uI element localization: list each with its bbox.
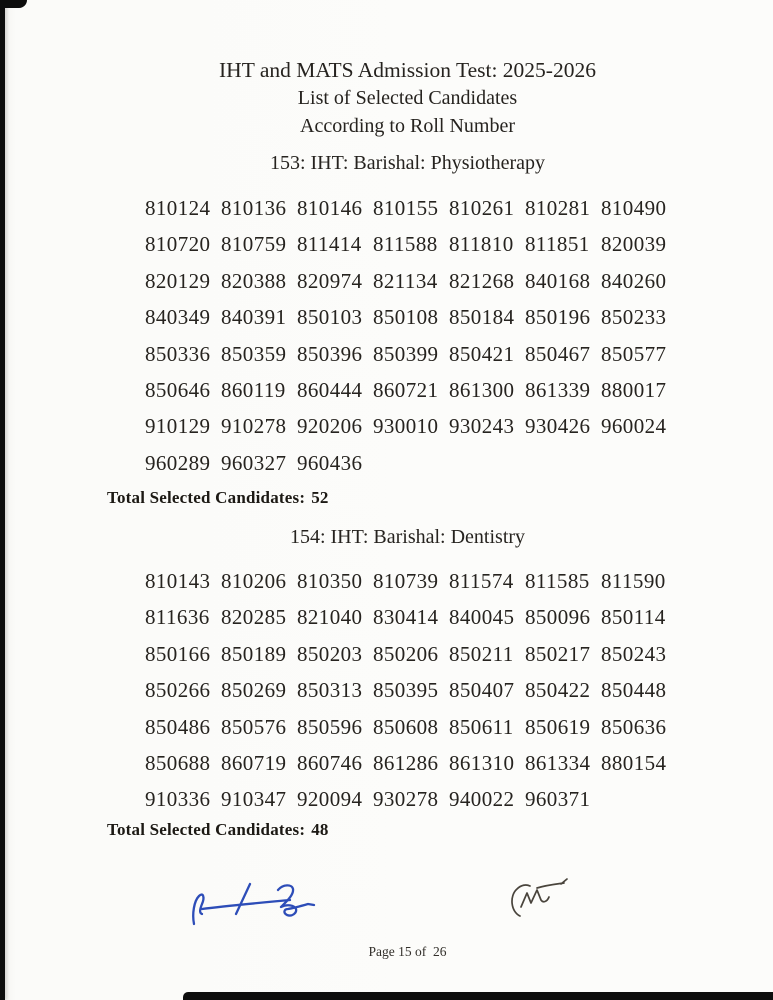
roll-number-row <box>145 307 667 328</box>
blue-ink-signature <box>186 876 326 932</box>
roll-number: 810720 <box>145 232 211 257</box>
roll-number: 850448 <box>601 678 667 703</box>
roll-number: 880154 <box>601 750 667 775</box>
roll-number: 850636 <box>601 714 667 739</box>
roll-number: 861339 <box>525 377 591 402</box>
roll-number: 810261 <box>449 196 515 220</box>
roll-number: 850619 <box>525 714 591 739</box>
roll-number: 820974 <box>297 268 363 293</box>
roll-number: 960371 <box>525 787 591 812</box>
roll-number: 820285 <box>221 605 287 630</box>
roll-number: 810155 <box>373 196 439 220</box>
roll-number-row <box>145 198 667 219</box>
roll-number: 960289 <box>145 450 211 475</box>
roll-number: 820388 <box>221 268 287 293</box>
roll-number: 840349 <box>145 305 211 330</box>
roll-number: 811636 <box>145 605 210 630</box>
roll-number: 910347 <box>221 787 287 812</box>
roll-number: 821134 <box>373 268 438 293</box>
roll-number: 850243 <box>601 641 667 666</box>
roll-number: 810739 <box>373 569 439 593</box>
roll-number: 821268 <box>449 268 515 293</box>
roll-number: 850184 <box>449 305 515 330</box>
section-heading-physiotherapy: 153: IHT: Barishal: Physiotherapy <box>269 152 546 174</box>
roll-number: 930243 <box>449 414 515 439</box>
roll-number: 910129 <box>145 414 211 439</box>
roll-number: 811585 <box>525 569 590 593</box>
roll-number: 810350 <box>297 569 363 593</box>
page-footer: Page 15 of 26 <box>368 944 447 959</box>
roll-number: 850196 <box>525 305 591 330</box>
roll-number: 810124 <box>145 196 211 220</box>
roll-number: 810281 <box>525 196 591 220</box>
roll-number: 850166 <box>145 641 211 666</box>
roll-number: 860746 <box>297 750 363 775</box>
roll-number: 960436 <box>297 450 363 475</box>
roll-number-row <box>145 571 667 592</box>
roll-number: 850486 <box>145 714 211 739</box>
roll-number: 810136 <box>221 196 287 220</box>
roll-number-row <box>145 234 667 255</box>
roll-number: 930010 <box>373 414 439 439</box>
roll-number: 910336 <box>145 787 211 812</box>
roll-number: 850407 <box>449 678 515 703</box>
roll-number: 850396 <box>297 341 363 366</box>
roll-number-row <box>145 789 667 810</box>
roll-number: 811810 <box>449 232 514 257</box>
roll-number: 820129 <box>145 268 211 293</box>
roll-number: 861334 <box>525 750 591 775</box>
roll-number: 850467 <box>525 341 591 366</box>
roll-number: 850336 <box>145 341 211 366</box>
roll-number: 861300 <box>449 377 515 402</box>
roll-number: 960024 <box>601 414 667 439</box>
roll-number: 821040 <box>297 605 363 630</box>
roll-number: 850421 <box>449 341 515 366</box>
roll-number: 810490 <box>601 196 667 220</box>
roll-number: 840045 <box>449 605 515 630</box>
left-edge-scan-border <box>0 0 5 1000</box>
roll-number: 850646 <box>145 377 211 402</box>
roll-number: 940022 <box>449 787 515 812</box>
section-heading-dentistry: 154: IHT: Barishal: Dentistry <box>289 526 526 548</box>
roll-number: 850114 <box>601 605 666 630</box>
roll-number: 850422 <box>525 678 591 703</box>
roll-number: 850313 <box>297 678 363 703</box>
roll-number: 810759 <box>221 232 287 257</box>
roll-number: 850217 <box>525 641 591 666</box>
roll-number: 850096 <box>525 605 591 630</box>
roll-number-grid-dentistry <box>145 571 667 826</box>
roll-number: 850395 <box>373 678 439 703</box>
roll-number-grid-physiotherapy <box>145 198 667 489</box>
roll-number-row <box>145 607 667 628</box>
document-title <box>41 56 773 140</box>
title-line-2: List of Selected Candidates <box>297 87 518 109</box>
roll-number: 850577 <box>601 341 667 366</box>
roll-number: 830414 <box>373 605 439 630</box>
roll-number: 930426 <box>525 414 591 439</box>
roll-number-row <box>145 416 667 437</box>
roll-number: 850103 <box>297 305 363 330</box>
roll-number-row <box>145 714 667 739</box>
roll-number: 860721 <box>373 377 439 402</box>
roll-number: 840391 <box>221 305 287 330</box>
roll-number: 861310 <box>449 750 515 775</box>
title-line-3: According to Roll Number <box>300 115 515 137</box>
roll-number: 920094 <box>297 787 363 812</box>
roll-number: 811590 <box>601 569 666 593</box>
roll-number: 850108 <box>373 305 439 330</box>
roll-number: 810206 <box>221 569 287 593</box>
roll-number: 811851 <box>525 232 590 257</box>
roll-number: 930278 <box>373 787 439 812</box>
roll-number: 811588 <box>373 232 438 257</box>
bottom-edge-scan-bar <box>183 992 773 1000</box>
roll-number: 850203 <box>297 641 363 666</box>
total-value: 52 <box>311 488 329 507</box>
roll-number: 850359 <box>221 341 287 366</box>
roll-number: 810146 <box>297 196 363 220</box>
roll-number: 850611 <box>449 714 514 739</box>
total-selected-dentistry <box>107 820 329 840</box>
roll-number-row <box>145 750 667 775</box>
roll-number: 850688 <box>145 750 211 775</box>
roll-number-row <box>145 268 667 293</box>
total-label: Total Selected Candidates: <box>107 820 306 839</box>
roll-number: 861286 <box>373 750 439 775</box>
roll-number: 820039 <box>601 232 667 257</box>
roll-number: 850576 <box>221 714 287 739</box>
roll-number: 850608 <box>373 714 439 739</box>
roll-number-row <box>145 377 667 402</box>
roll-number: 850233 <box>601 305 667 330</box>
total-label: Total Selected Candidates: <box>107 488 306 507</box>
roll-number: 811574 <box>449 569 514 593</box>
roll-number: 880017 <box>601 377 667 402</box>
top-left-corner-scan-mark <box>0 0 27 8</box>
roll-number: 850189 <box>221 641 287 666</box>
roll-number: 840168 <box>525 268 591 293</box>
roll-number: 850211 <box>449 641 514 666</box>
roll-number: 960327 <box>221 450 287 475</box>
roll-number: 860119 <box>221 377 286 402</box>
roll-number: 850596 <box>297 714 363 739</box>
roll-number: 860719 <box>221 750 287 775</box>
roll-number-row <box>145 341 667 366</box>
roll-number: 811414 <box>297 232 362 257</box>
roll-number: 920206 <box>297 414 363 439</box>
dark-ink-signature <box>503 876 575 924</box>
title-line-1: IHT and MATS Admission Test: 2025-2026 <box>219 58 596 82</box>
roll-number-row <box>145 641 667 666</box>
roll-number: 840260 <box>601 268 667 293</box>
total-selected-physiotherapy <box>107 488 329 508</box>
roll-number: 850269 <box>221 678 287 703</box>
roll-number: 810143 <box>145 569 211 593</box>
roll-number: 850206 <box>373 641 439 666</box>
roll-number-row <box>145 450 667 475</box>
roll-number: 860444 <box>297 377 363 402</box>
total-value: 48 <box>311 820 329 839</box>
roll-number-row <box>145 680 667 701</box>
roll-number: 850266 <box>145 678 211 703</box>
roll-number: 850399 <box>373 341 439 366</box>
roll-number: 910278 <box>221 414 287 439</box>
